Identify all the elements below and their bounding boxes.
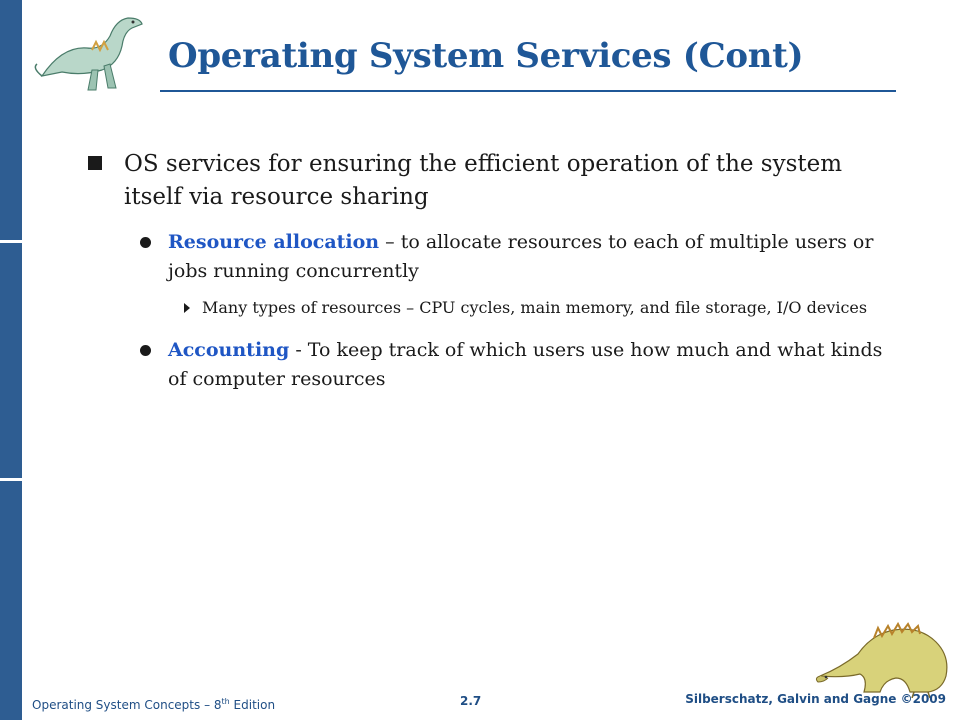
bullet-text: OS services for ensuring the efficient operation of the system itself via resource sharing (124, 151, 843, 210)
sub-sub-bullet-resource-types (88, 296, 888, 320)
round-bullet-icon (140, 345, 151, 356)
slide-title: Operating System Services (Cont) (168, 36, 804, 76)
title-underline (160, 90, 896, 92)
page-number: 2.7 (460, 694, 482, 708)
square-bullet-icon (88, 156, 102, 170)
bullet-level-1 (88, 148, 888, 214)
round-bullet-icon (140, 237, 151, 248)
sidebar-stripe-bottom (0, 481, 22, 720)
term-resource-allocation: Resource allocation (168, 231, 380, 253)
sub-bullet-text: – to allocate resources to each of multiple users or jobs running concurrently (168, 231, 874, 282)
triangle-bullet-icon (184, 303, 190, 313)
dinosaur-crouching-icon (810, 598, 960, 698)
sidebar-stripe-middle (0, 243, 22, 478)
dinosaur-standing-icon (32, 6, 152, 96)
sidebar-stripe-top (0, 0, 22, 240)
sub-sub-bullet-text: Many types of resources – CPU cycles, main memory, and file storage, I/O devices (202, 298, 868, 317)
sub-bullet-text: - To keep track of which users use how much and what kinds of computer resources (168, 339, 883, 390)
sub-bullet-accounting (88, 336, 888, 394)
sub-bullet-resource-allocation (88, 228, 888, 286)
footer-book-title: Operating System Concepts – 8th Edition (32, 697, 276, 712)
footer-copyright: Silberschatz, Galvin and Gagne ©2009 (685, 692, 946, 706)
slide-content (88, 148, 888, 394)
term-accounting: Accounting (168, 339, 290, 361)
